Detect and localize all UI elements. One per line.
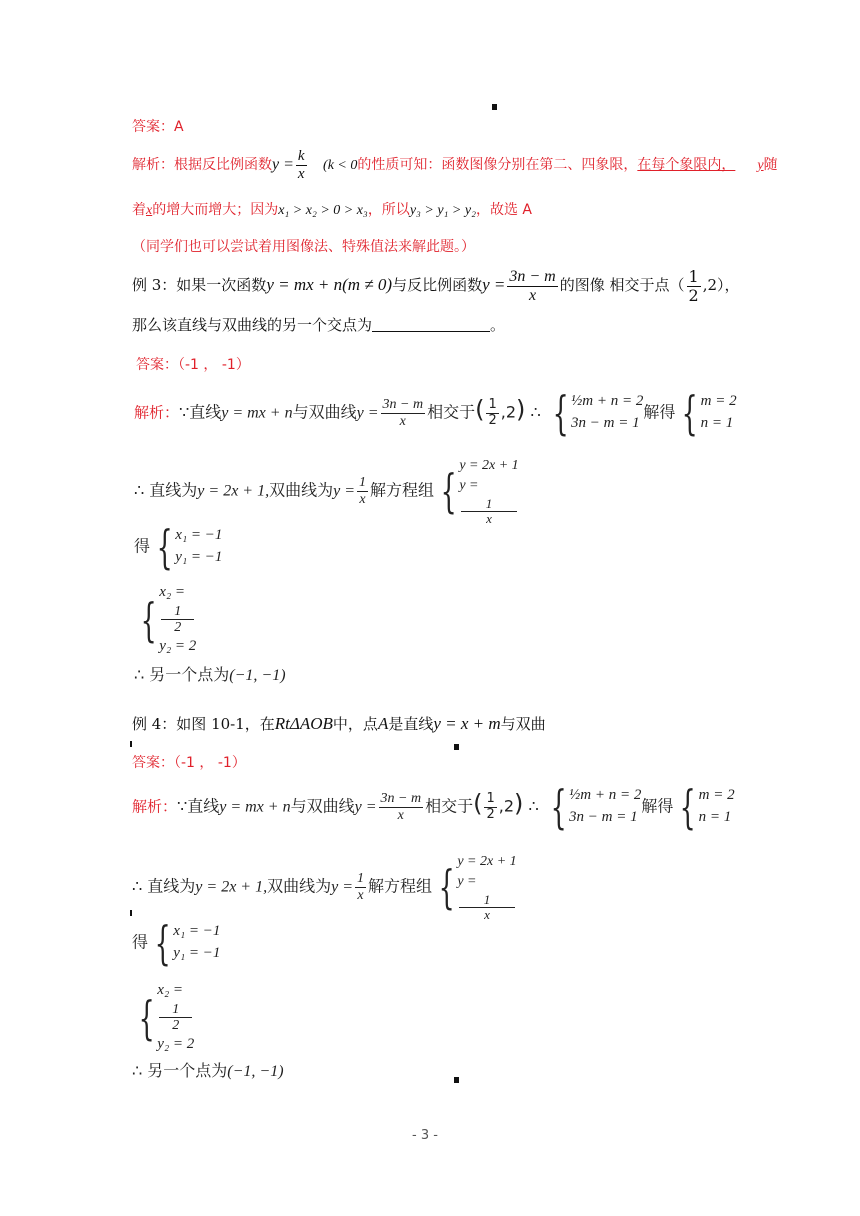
solution2-line-2: ∴ 直线为y = 2x + 1,双曲线为y = $\frac{1}{x}$ 解方程组 { y = 2x + 1 y = 1 x	[132, 854, 517, 922]
solution1-answer: 答案：（-1 ， -1）	[136, 357, 250, 373]
stray-mark	[492, 104, 497, 110]
note-line: （同学们也可以尝试着用图像法、特殊值法来解此题。）	[132, 239, 475, 255]
solution2-result-2: { x₂ = 1 2 y₂ = 2	[138, 982, 195, 1052]
solution2-result-1: 得 { x₁ = −1 y₁ = −1	[132, 916, 221, 970]
stray-mark	[130, 741, 132, 747]
answer-line: 答案：A	[132, 119, 184, 135]
solution1-result-1: 得 { x₁ = −1 y₁ = −1	[134, 520, 223, 574]
solution1-line-2: ∴ 直线为y = 2x + 1,双曲线为y = $\frac{1}{x}$ 解方程组 { y = 2x + 1 y = 1 x	[134, 458, 519, 526]
solution1-conclusion: ∴ 另一个点为(−1, −1)	[134, 665, 286, 684]
example4-line: 例 4：如图 10-1，在RtΔAOB中，点A是直线y = x + m与双曲	[132, 714, 546, 733]
analysis-line-2: 着x的增大而增大；因为x₁ > x₂ > 0 > x₃，所以y₃ > y₁ > y₂，故选 A	[132, 202, 532, 218]
solution2-answer: 答案：（-1 ， -1）	[132, 755, 246, 771]
solution2-line-1: 解析：∵直线y = mx + n与双曲线y = $\frac{3n - m}{x}$ 相交于( $\frac{1}{2}$ ,2) ∴ { ½m + n = 2 3n − m = 1 解得 { m = 2 n = 1	[132, 780, 735, 834]
analysis-line-1: 解析：根据反比例函数y = $\frac{k}{x}$ (k < 0的性质可知：函数图像分别在第二、四象限，在每个象限内， y随	[132, 148, 778, 182]
example3-line-1: 例 3：如果一次函数y = mx + n(m ≠ 0)与反比例函数y = $\frac{3n - m}{x}$ 的图像 相交于点（ $\frac{1}{2}$ ,2），	[132, 267, 740, 305]
example3-line-2: 那么该直线与双曲线的另一个交点为 。	[132, 316, 506, 334]
stray-mark	[454, 744, 459, 750]
page-number: - 3 -	[412, 1128, 438, 1143]
solution2-conclusion: ∴ 另一个点为(−1, −1)	[132, 1061, 284, 1080]
solution1-result-2: { x₂ = 1 2 y₂ = 2	[140, 584, 197, 654]
answer-blank	[372, 317, 490, 332]
solution1-line-1: 解析：∵直线y = mx + n与双曲线y = $\frac{3n - m}{x}$ 相交于( $\frac{1}{2}$ ,2) ∴ { ½m + n = 2 3n − m = 1 解得 { m = 2 n = 1	[134, 386, 737, 440]
stray-mark	[454, 1077, 459, 1083]
